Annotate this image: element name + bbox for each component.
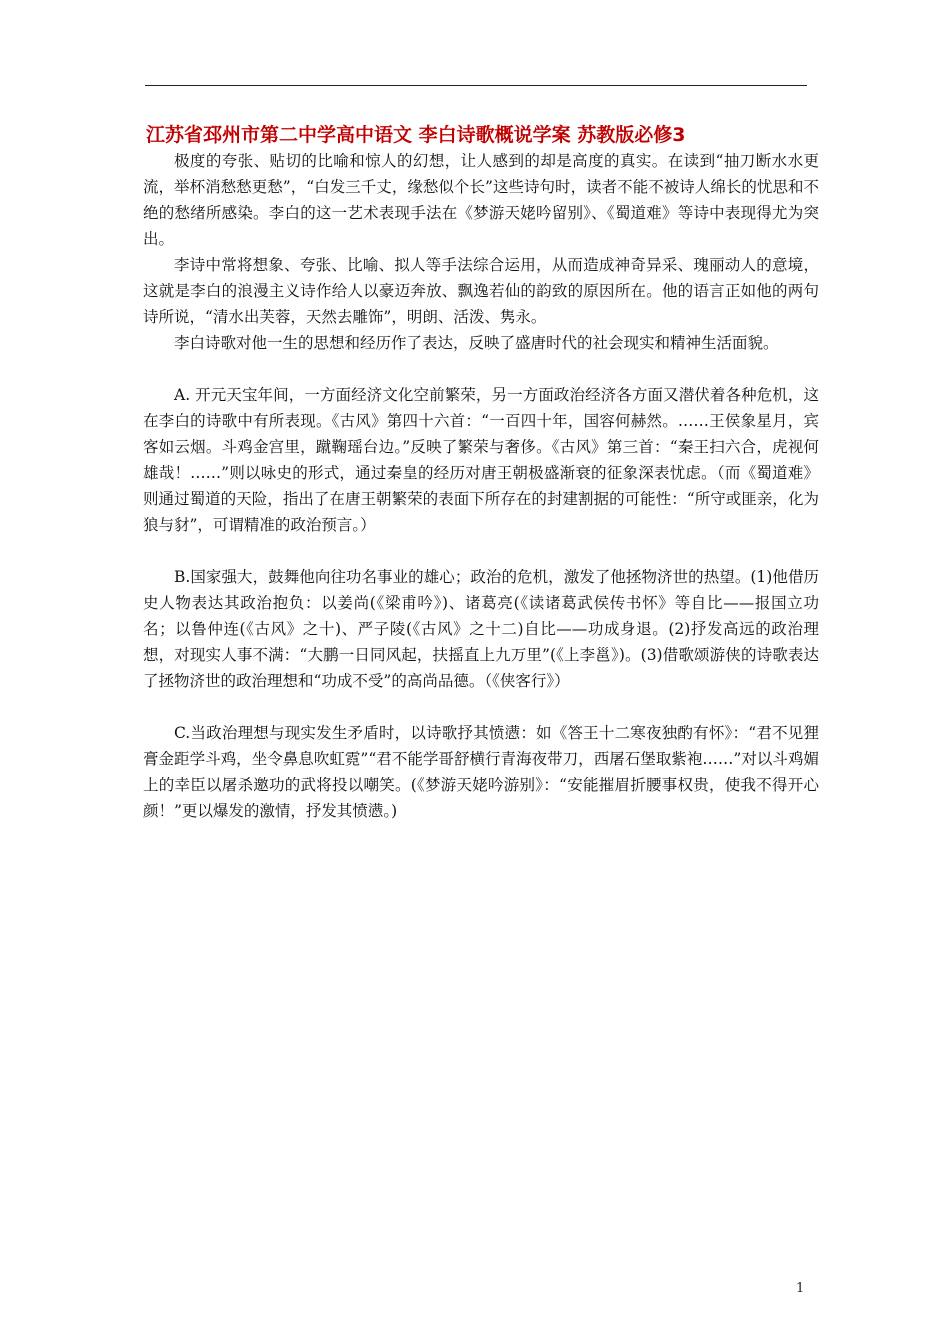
paragraph-summary: 李白诗歌对他一生的思想和经历作了表达，反映了盛唐时代的社会现实和精神生活面貌。 [174,334,779,352]
paragraph-section-a: A. 开元天宝年间，一方面经济文化空前繁荣，另一方面政治经济各方面又潜伏着各种危机，这在李白的诗歌中有所表现。《古风》第四十六首：“一百四十年，国容何赫然。……王侯象星月，宾客如云烟。斗鸡金宫里，蹴鞠瑶台边。”反映了繁荣与奢侈。《古风》第三首：“秦王扫六合，虎视何雄哉！……”则以咏史的形式，通过秦皇的经历对唐王朝极盛渐衰的征象深表忧虑。（而《蜀道难》则通过蜀道的天险，指出了在唐王朝繁荣的表面下所存在的封建割据的可能性：“所守或匪亲，化为狼与豺”，可谓精准的政治预言。） [143,386,819,534]
paragraph-artistic-technique: 极度的夸张、贴切的比喻和惊人的幻想，让人感到的却是高度的真实。在读到“抽刀断水水更流，举杯消愁愁更愁”，“白发三千丈，缘愁似个长”这些诗句时，读者不能不被诗人绵长的忧思和不绝的愁绪所感染。李白的这一艺术表现手法在《梦游天姥吟留别》、《蜀道难》等诗中表现得尤为突出。 [143,152,819,248]
document-title: 江苏省邳州市第二中学高中语文 李白诗歌概说学案 苏教版必修3 [146,124,686,146]
paragraph-section-c: C.当政治理想与现实发生矛盾时，以诗歌抒其愤懑：如《答王十二寒夜独酌有怀》：“君不见狸膏金距学斗鸡，坐令鼻息吹虹霓”“君不能学哥舒横行青海夜带刀，西屠石堡取紫袍……”对以斗鸡媚上的幸臣以屠杀邀功的武将投以嘲笑。(《梦游天姥吟游别》：“安能摧眉折腰事权贵，使我不得开心颜！”更以爆发的激情，抒发其愤懑。) [143,724,819,820]
header-rule [145,85,807,86]
paragraph-imagery-language: 李诗中常将想象、夸张、比喻、拟人等手法综合运用，从而造成神奇异采、瑰丽动人的意境，这就是李白的浪漫主义诗作给人以豪迈奔放、飘逸若仙的韵致的原因所在。他的语言正如他的两句诗所说，“清水出芙蓉，天然去雕饰”，明朗、活泼、隽永。 [143,256,819,326]
paragraph-section-b: B.国家强大，鼓舞他向往功名事业的雄心；政治的危机，激发了他拯物济世的热望。(1)他借历史人物表达其政治抱负：以姜尚(《梁甫吟》)、诸葛亮(《读诸葛武侯传书怀》等自比——报国立功名；以鲁仲连(《古风》之十)、严子陵(《古风》之十二)自比——功成身退。(2)抒发高远的政治理想，对现实人事不满：“大鹏一日同风起，扶摇直上九万里”(《上李邕》)。(3)借歌颂游侠的诗歌表达了拯物济世的政治理想和“功成不受”的高尚品德。（《侠客行》） [143,568,819,690]
page-number: 1 [796,1281,805,1296]
document-body [143,148,819,824]
